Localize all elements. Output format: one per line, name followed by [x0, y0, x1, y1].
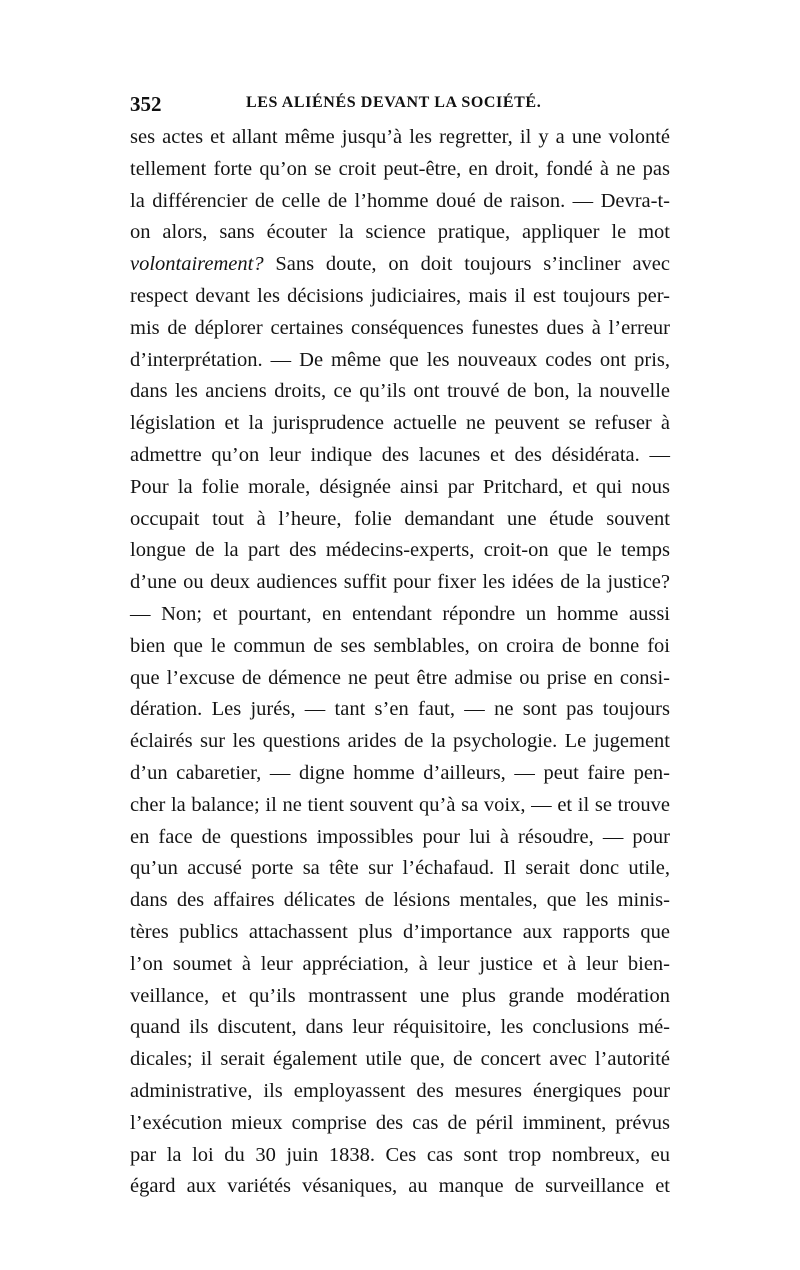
text-line: d’interprétation. — De même que les nouveaux codes ont pris, [130, 348, 670, 371]
text-line: par la loi du 30 juin 1838. Ces cas sont trop nombreux, eu [130, 1143, 670, 1166]
text-line: législation et la jurisprudence actuelle ne peuvent se refuser à [130, 412, 670, 435]
text-line: dicales; il serait également utile que, de concert avec l’autorité [130, 1048, 670, 1071]
text-line: la différencier de celle de l’homme doué de raison. — Devra-t- [130, 189, 670, 212]
text-line: égard aux variétés vésaniques, au manque de surveillance et [130, 1175, 670, 1198]
text-line: dération. Les jurés, — tant s’en faut, — ne sont pas toujours [130, 698, 670, 721]
text-line: tères publics attachassent plus d’importance aux rapports que [130, 920, 670, 943]
body-text [130, 122, 670, 1203]
text-line: occupait tout à l’heure, folie demandant une étude souvent [130, 507, 670, 530]
text-line: on alors, sans écouter la science pratique, appliquer le mot [130, 221, 670, 244]
text-line: Pour la folie morale, désignée ainsi par Pritchard, et qui nous [130, 475, 670, 498]
text-line: ses actes et allant même jusqu’à les regretter, il y a une volonté [130, 126, 670, 148]
text-line: l’on soumet à leur appréciation, à leur justice et à leur bien- [130, 952, 670, 975]
line-rest: Sans doute, on doit toujours s’incliner avec [263, 253, 670, 276]
italic-word: volontairement? [130, 253, 264, 276]
page-number: 352 [130, 92, 162, 116]
text-line: d’une ou deux audiences suffit pour fixer les idées de la justice? [130, 571, 670, 594]
text-line: longue de la part des médecins-experts, croit-on que le temps [130, 539, 670, 562]
text-line: tellement forte qu’on se croit peut-être, en droit, fondé à ne pas [130, 157, 670, 180]
running-title: LES ALIÉNÉS DEVANT LA SOCIÉTÉ. [246, 94, 542, 111]
text-line: en face de questions impossibles pour lui à résoudre, — pour [130, 825, 670, 848]
text-line: que l’excuse de démence ne peut être admise ou prise en consi- [130, 666, 670, 689]
text-line: administrative, ils employassent des mesures énergiques pour [130, 1079, 670, 1102]
text-line: veillance, et qu’ils montrassent une plus grande modération [130, 984, 670, 1007]
running-head [130, 92, 670, 118]
text-line: éclairés sur les questions arides de la psychologie. Le jugement [130, 730, 670, 753]
text-line: bien que le commun de ses semblables, on croira de bonne foi [130, 634, 670, 657]
text-line: mis de déplorer certaines conséquences funestes dues à l’erreur [130, 316, 670, 339]
text-line: dans les anciens droits, ce qu’ils ont trouvé de bon, la nouvelle [130, 380, 670, 403]
text-line: cher la balance; il ne tient souvent qu’à sa voix, — et il se trouve [130, 793, 670, 816]
text-line: d’un cabaretier, — digne homme d’ailleurs, — peut faire pen- [130, 761, 670, 784]
text-line: — Non; et pourtant, en entendant répondre un homme aussi [130, 602, 670, 625]
text-line: dans des affaires délicates de lésions mentales, que les minis- [130, 889, 670, 912]
text-line: l’exécution mieux comprise des cas de péril imminent, prévus [130, 1111, 670, 1134]
text-line: quand ils discutent, dans leur réquisitoire, les conclusions mé- [130, 1016, 670, 1039]
text-line: respect devant les décisions judiciaires, mais il est toujours per- [130, 284, 670, 307]
text-line: qu’un accusé porte sa tête sur l’échafaud. Il serait donc utile, [130, 857, 670, 880]
text-line: admettre qu’on leur indique des lacunes et des désidérata. — [130, 443, 670, 466]
text-line [130, 249, 670, 281]
